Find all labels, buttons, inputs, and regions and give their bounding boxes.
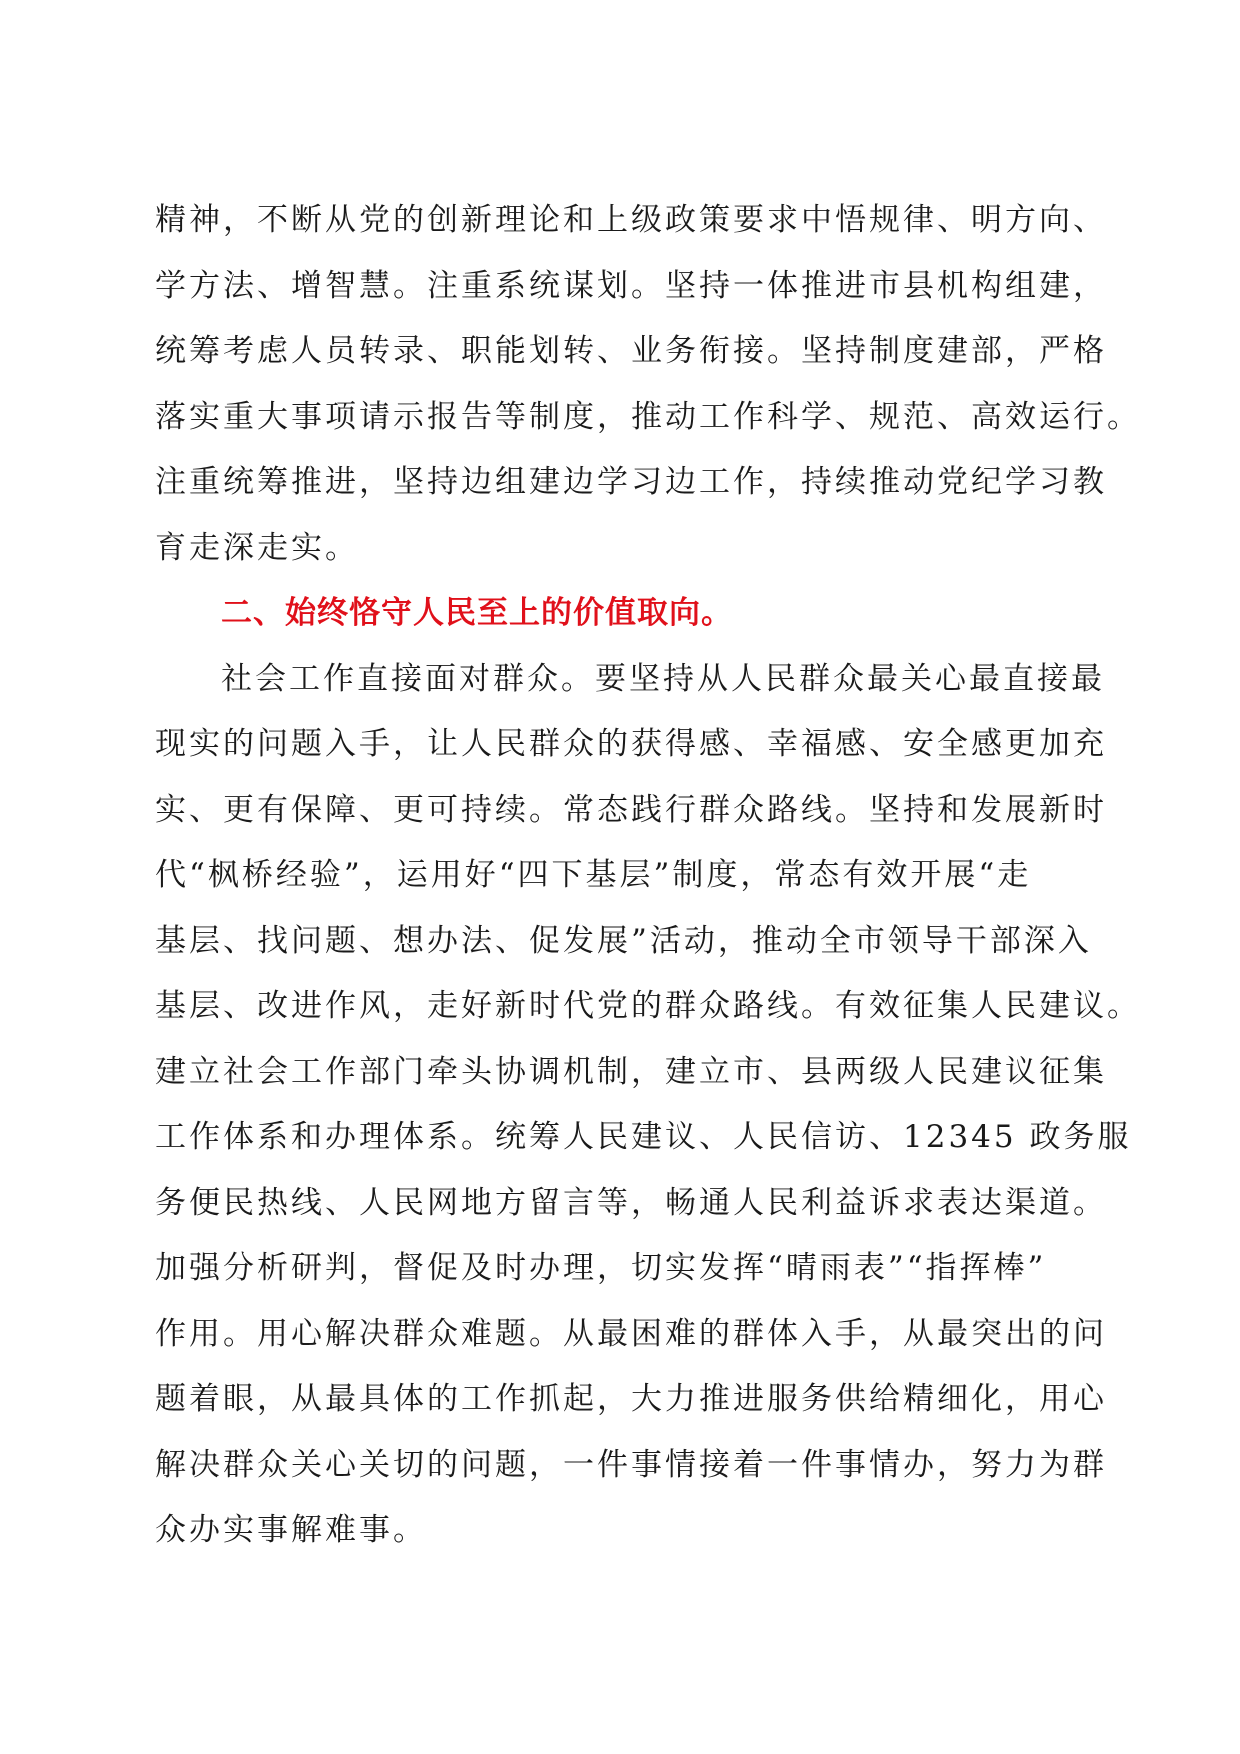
text-line: 学方法、增智慧。注重系统谋划。坚持一体推进市县机构组建， bbox=[155, 267, 1107, 304]
text-line: 题着眼，从最具体的工作抓起，大力推进服务供给精细化，用心 bbox=[155, 1381, 1107, 1417]
text-line: 落实重大事项请示报告等制度，推动工作科学、规范、高效运行。 bbox=[155, 398, 1141, 435]
text-line: 基层、找问题、想办法、促发展”活动，推动全市领导干部深入 bbox=[155, 922, 1092, 959]
text-line: 统筹考虑人员转录、职能划转、业务衔接。坚持制度建部，严格 bbox=[155, 333, 1107, 369]
text-line: 基层、改进作风，走好新时代党的群众路线。有效征集人民建议。 bbox=[155, 988, 1141, 1024]
text-line: 实、更有保障、更可持续。常态践行群众路线。坚持和发展新时 bbox=[155, 791, 1107, 828]
document-body bbox=[155, 188, 1141, 1564]
text-line: 精神，不断从党的创新理论和上级政策要求中悟规律、明方向、 bbox=[155, 202, 1107, 238]
text-line: 建立社会工作部门牵头协调机制，建立市、县两级人民建议征集 bbox=[155, 1053, 1107, 1090]
text-line: 作用。用心解决群众难题。从最困难的群体入手，从最突出的问 bbox=[155, 1315, 1107, 1352]
text-line: 育走深走实。 bbox=[155, 529, 359, 566]
text-line: 社会工作直接面对群众。要坚持从人民群众最关心最直接最 bbox=[221, 660, 1105, 697]
section-heading: 二、始终恪守人民至上的价值取向。 bbox=[221, 595, 733, 631]
text-line: 解决群众关心关切的问题，一件事情接着一件事情办，努力为群 bbox=[155, 1446, 1107, 1483]
text-line: 众办实事解难事。 bbox=[155, 1512, 427, 1548]
text-line: 工作体系和办理体系。统筹人民建议、人民信访、12345 政务服 bbox=[155, 1119, 1132, 1155]
text-line: 注重统筹推进，坚持边组建边学习边工作，持续推动党纪学习教 bbox=[155, 464, 1107, 500]
text-line: 务便民热线、人民网地方留言等，畅通人民利益诉求表达渠道。 bbox=[155, 1184, 1107, 1221]
text-line: 现实的问题入手，让人民群众的获得感、幸福感、安全感更加充 bbox=[155, 726, 1107, 762]
text-line: 代“枫桥经验”，运用好“四下基层”制度，常态有效开展“走 bbox=[155, 857, 1032, 893]
text-line: 加强分析研判，督促及时办理，切实发挥“晴雨表”“指挥棒” bbox=[155, 1250, 1047, 1286]
